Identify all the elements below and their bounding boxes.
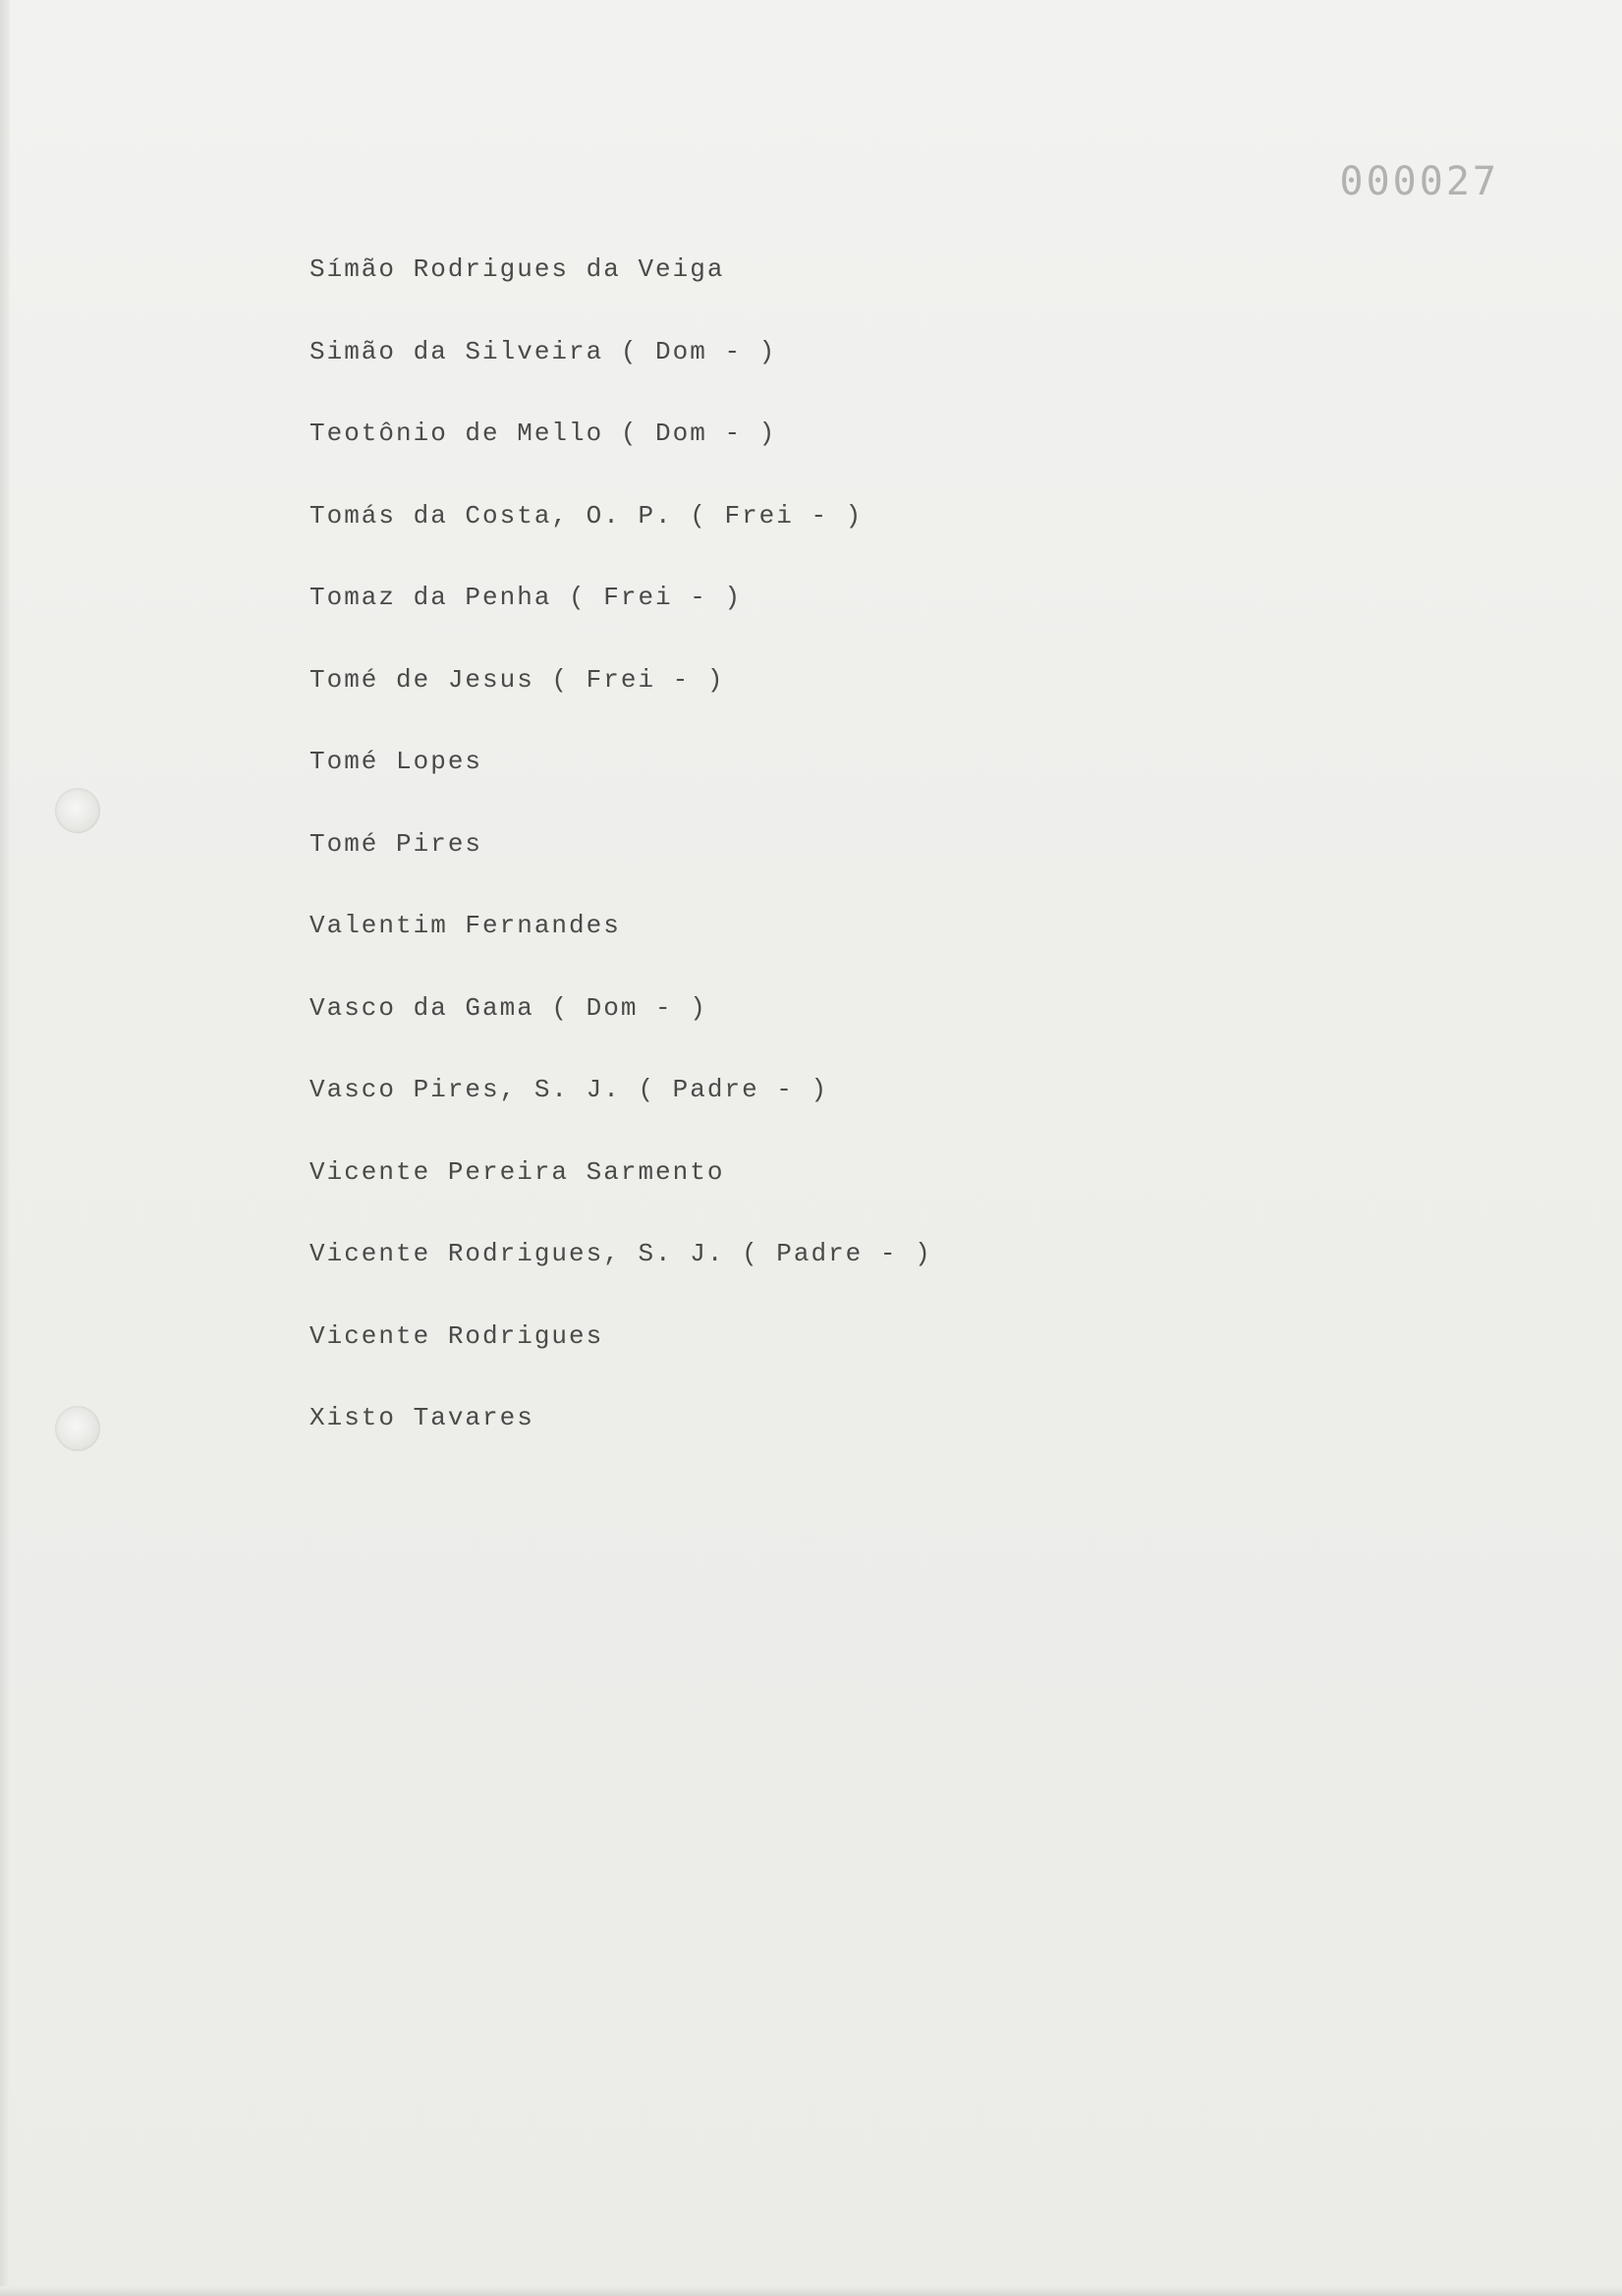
page-edge (0, 0, 10, 2296)
page-edge (0, 2286, 1622, 2296)
list-item: Vicente Pereira Sarmento (309, 1156, 725, 1187)
page-number: 000027 (1339, 159, 1499, 204)
list-item: Teotônio de Mello ( Dom - ) (309, 419, 777, 448)
list-item: Tomaz da Penha ( Frei - ) (309, 583, 743, 612)
list-item: Tomé Pires (309, 828, 483, 859)
list-item: Vasco da Gama ( Dom - ) (309, 992, 707, 1023)
punch-hole (55, 788, 100, 833)
punch-hole (55, 1406, 100, 1451)
list-item: Valentim Fernandes (309, 911, 621, 940)
list-item: Vicente Rodrigues (309, 1320, 604, 1351)
list-item: Vasco Pires, S. J. ( Padre - ) (309, 1075, 829, 1104)
name-list (309, 246, 932, 1477)
list-item: Tomé Lopes (309, 747, 483, 776)
list-item: Símão Rodrigues da Veiga (309, 254, 725, 284)
list-item: Tomás da Costa, O. P. ( Frei - ) (309, 500, 864, 531)
list-item: Vicente Rodrigues, S. J. ( Padre - ) (309, 1239, 932, 1268)
list-item: Tomé de Jesus ( Frei - ) (309, 664, 725, 695)
list-item: Xisto Tavares (309, 1403, 534, 1432)
list-item: Simão da Silveira ( Dom - ) (309, 336, 777, 366)
